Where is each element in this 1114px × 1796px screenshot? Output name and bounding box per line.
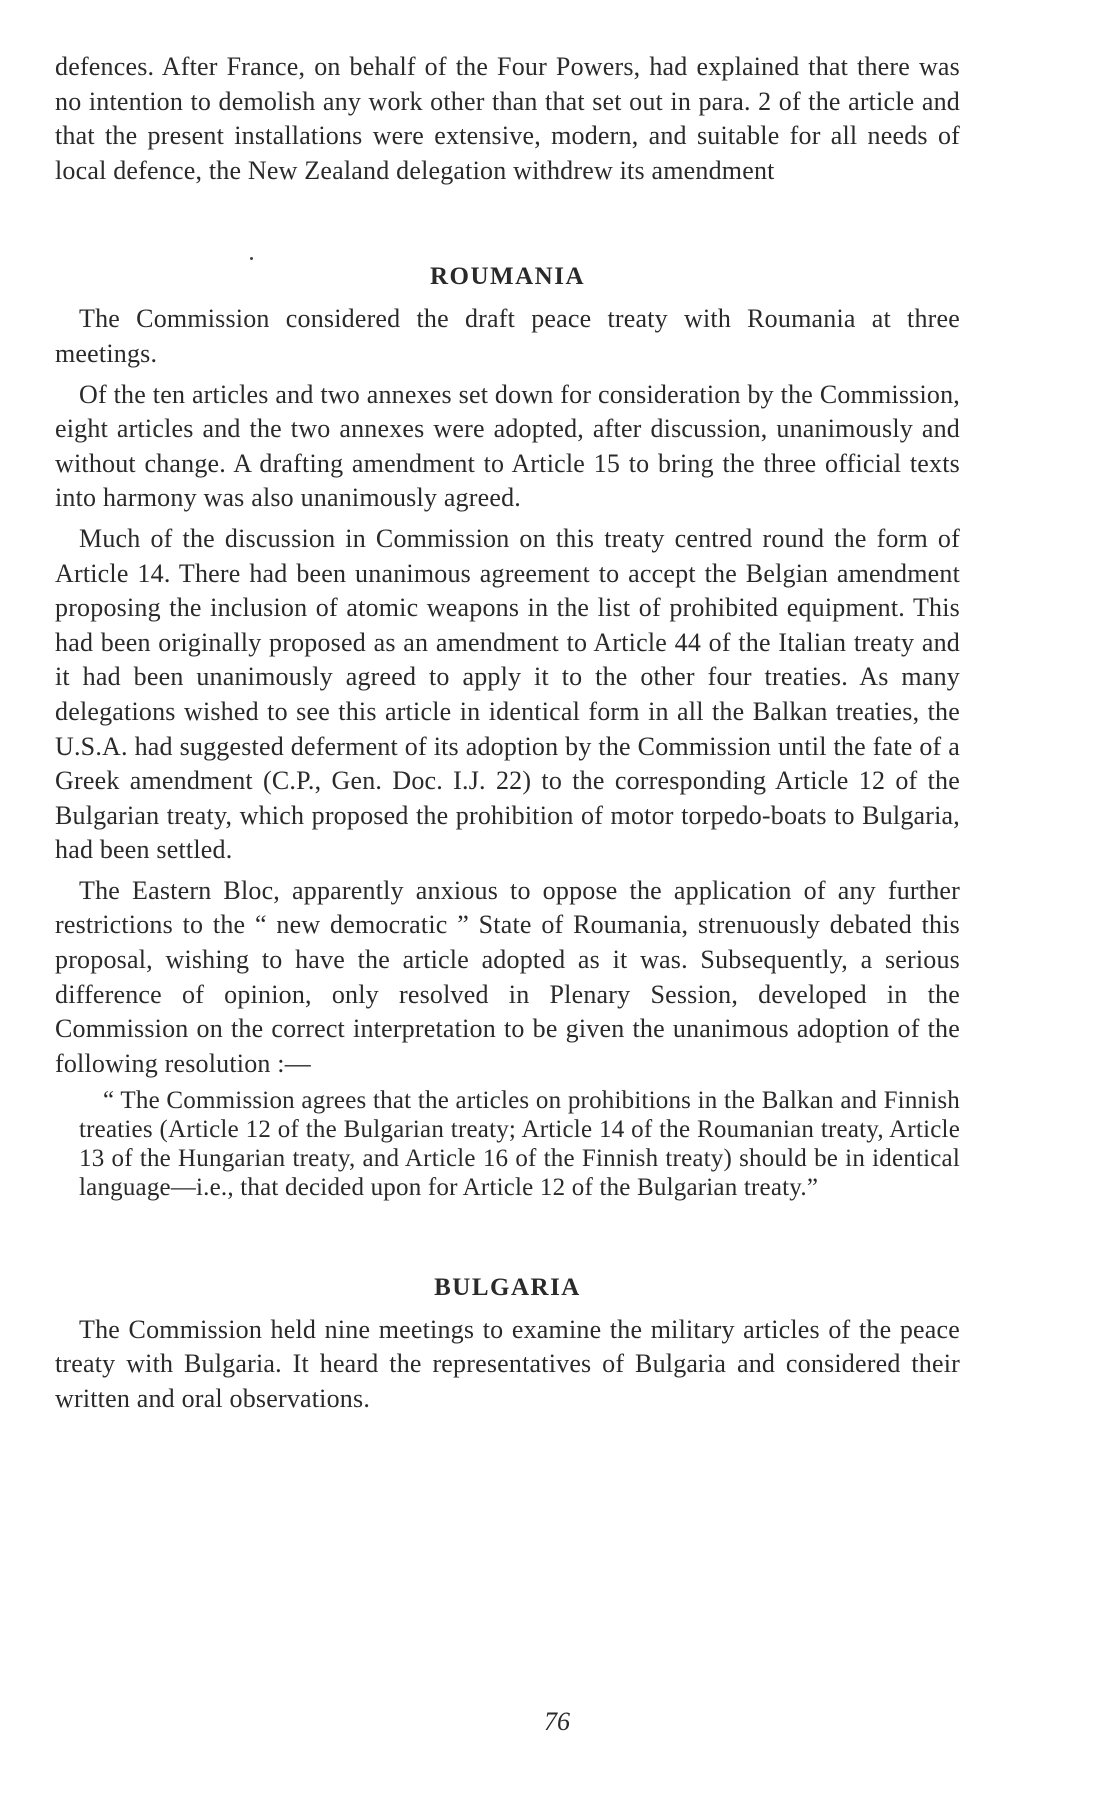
section-heading-bulgaria: BULGARIA — [434, 1273, 581, 1301]
roumania-paragraph-2: Of the ten articles and two annexes set down for consideration by the Commission, eight articles and the two annexes were adopted, after discussion, unanimously and without change. A drafting amendment to Article 15 to bring the three official texts into harmony was also unanimously agreed. — [55, 379, 960, 513]
spacer — [55, 1305, 960, 1313]
document-page — [55, 50, 960, 1416]
block-quote — [79, 1087, 960, 1202]
bulgaria-paragraph-1: The Commission held nine meetings to examine the military articles of the peace treaty with Bulgaria. It heard the representatives of Bulgaria and considered their written and oral observations. — [55, 1314, 960, 1413]
stray-dot-mark — [250, 257, 253, 260]
section-heading-roumania: ROUMANIA — [429, 263, 586, 291]
spacer — [55, 294, 960, 302]
spacer — [55, 1203, 960, 1271]
resolution-quote: “ The Commission agrees that the articles on prohibitions in the Balkan and Finnish treaties (Article 12 of the Bulgarian treaty; Article 14 of the Roumanian treaty, Article 13 of the Hungarian treaty, and Article 16 of the Finnish treaty) should be in identical language—i.e., that decided upon for Article 12 of the Bulgarian treaty.” — [79, 1087, 960, 1201]
roumania-paragraph-4: The Eastern Bloc, apparently anxious to oppose the application of any further restrictions to the “ new democratic ” State of Roumania, strenuously debated this proposal, wishing to have the article adopted as it was. Subsequently, a serious difference of opinion, only resolved in Plenary Session, developed in the Commission on the correct interpretation to be given the unanimous adoption of the following resolution :— — [55, 875, 960, 1078]
intro-paragraph: defences. After France, on behalf of the Four Powers, had explained that there was no intention to demolish any work other than that set out in para. 2 of the article and that the present installations were extensive, modern, and suitable for all needs of local defence, the New Zealand delegation withdrew its amendment — [55, 52, 960, 185]
roumania-paragraph-3: Much of the discussion in Commission on this treaty centred round the form of Article 14. There had been unanimous agreement to accept the Belgian amendment proposing the inclusion of atomic weapons in the list of prohibited equipment. This had been originally proposed as an amendment to Article 44 of the Italian treaty and it had been unanimously agreed to apply it to the other four treaties. As many delegations wished to see this article in identical form in all the Balkan treaties, the U.S.A. had suggested deferment of its adoption by the Commission until the fate of a Greek amendment (C.P., Gen. Doc. I.J. 22) to the corresponding Article 12 of the Bulgarian treaty, which proposed the prohibition of motor torpedo-boats to Bulgaria, had been settled. — [55, 523, 960, 865]
roumania-paragraph-1: The Commission considered the draft peace treaty with Roumania at three meetings. — [55, 304, 960, 368]
spacer — [55, 188, 960, 260]
page-number: 76 — [544, 1707, 570, 1736]
